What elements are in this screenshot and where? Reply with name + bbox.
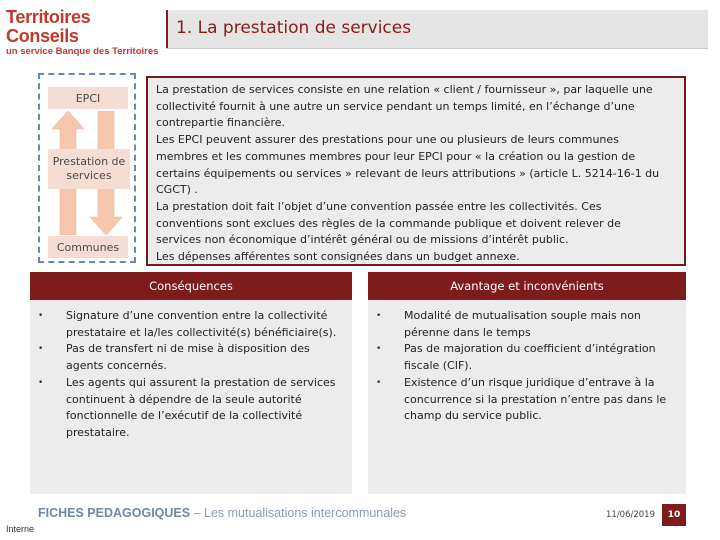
list-item [38, 341, 348, 374]
list-item-text: Pas de transfert ni de mise à disposition des agents concernés. [66, 342, 310, 373]
bullet-icon: • [376, 377, 382, 388]
logo-line-2: un service Banque des Territoires [6, 46, 159, 57]
list-item-text: Les agents qui assurent la prestation de services continuent à dépendre de la seule autorité fonctionnelle de l’exécutif de la collectivité prestataire. [66, 375, 336, 439]
footer-brand: FICHES PEDAGOGIQUES [38, 506, 191, 520]
bullet-icon: • [38, 377, 44, 388]
slide-title: 1. La prestation de services [176, 18, 412, 38]
list-item-text: Modalité de mutualisation souple mais non pérenne dans le temps [404, 309, 641, 339]
footer-caption [38, 506, 406, 520]
diagram-communes-box: Communes [48, 236, 128, 258]
footer-subtitle: – Les mutualisations intercommunales [190, 506, 407, 520]
list-item [38, 308, 348, 341]
list-item [376, 375, 678, 425]
classification-label: Interne [6, 524, 35, 534]
page-number: 10 [662, 504, 686, 526]
bullet-icon: • [38, 311, 44, 321]
definition-panel [146, 76, 686, 266]
bullet-icon: • [376, 311, 382, 321]
definition-text: La prestation de services consiste en une relation « client / fournisseur », par laquelle une collectivité fournit à une autre un service pendant un temps limité, en l’échange d’une contrepartie financière. Les EPCI peuvent assurer des prestations pour une ou plusieurs de leurs communes membres et les communes membres pour leur EPCI pour « la création ou la gestion de certains équipements ou services » relevant de leurs attributions » (article L. 5214-16-1 du CGCT) . La prestation doit fait l’objet d’une convention passée entre les collectivités. Ces conventions sont exclues des règles de la commande publique et doivent relever de services non économique d’intérêt général ou de missions d’intérêt public. Les dépenses afférentes sont consignées dans un budget annexe. [156, 83, 660, 264]
consequences-list [38, 308, 348, 442]
list-item [38, 375, 348, 442]
list-item-text: Existence d’un risque juridique d’entrave à la concurrence si la prestation n’entre pas dans le champ du service public. [404, 375, 667, 423]
diagram-service-label: Prestation de services [48, 149, 130, 189]
consequences-header: Conséquences [30, 272, 352, 300]
list-item [376, 308, 678, 341]
bullet-icon: • [38, 344, 44, 355]
title-underline [166, 48, 708, 49]
relationship-diagram [38, 73, 136, 263]
list-item [376, 341, 678, 374]
logo-line-1: Territoires Conseils [6, 7, 91, 46]
footer-date: 11/06/2019 [606, 510, 655, 520]
avantages-header: Avantage et inconvénients [368, 272, 686, 300]
diagram-epci-box: EPCI [48, 87, 128, 109]
bullet-icon: • [376, 344, 382, 355]
list-item-text: Signature d’une convention entre la collectivité prestataire et la/les collectivité(s) bénéficiaire(s). [66, 309, 337, 339]
avantages-list [376, 308, 678, 425]
avantages-panel [368, 300, 686, 494]
brand-logo [6, 8, 166, 57]
title-bar [166, 10, 708, 48]
consequences-panel [30, 300, 352, 494]
list-item-text: Pas de majoration du coefficient d’intégration fiscale (CIF). [404, 342, 656, 373]
